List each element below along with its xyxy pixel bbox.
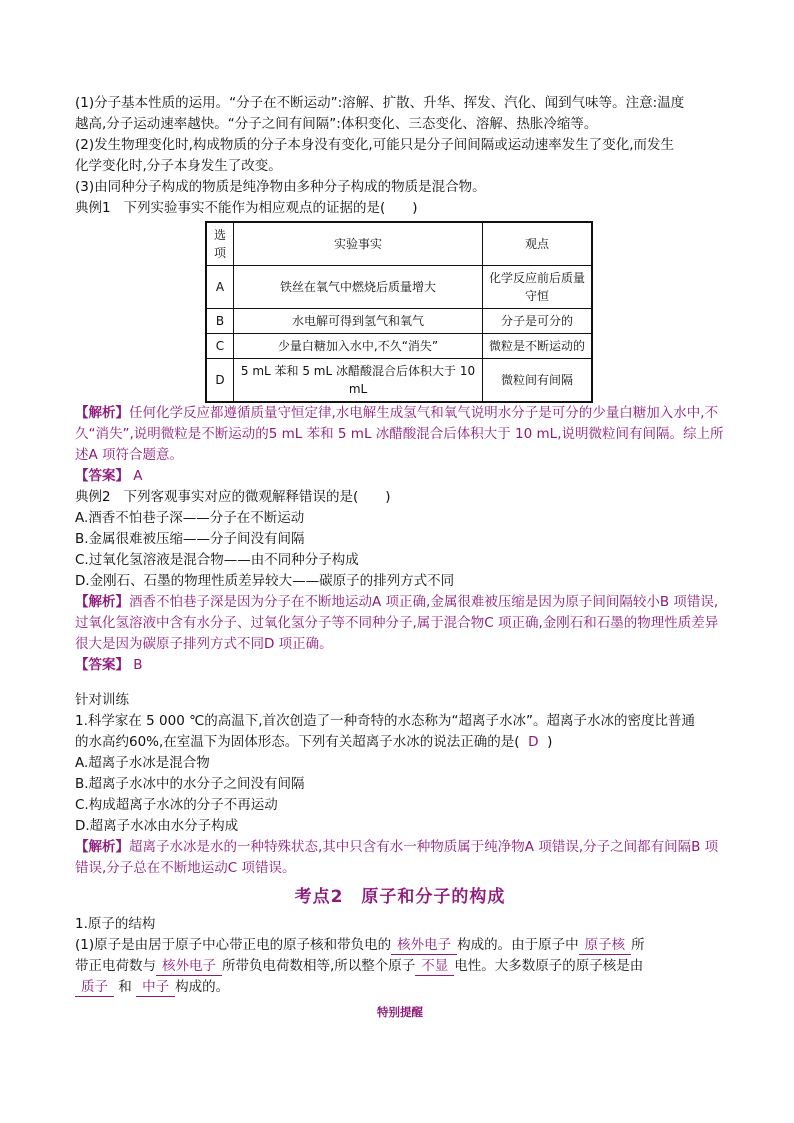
text-run: 带正电荷数与 — [75, 958, 156, 974]
example2-label-wrap — [75, 487, 111, 508]
intro-line-5: (3)由同种分子构成的物质是纯净物由多种分子构成的物质是混合物。 — [75, 179, 486, 195]
example2-label: 典例2 — [75, 489, 111, 505]
example2-question: 下列客观事实对应的微观解释错误的是( ) — [123, 489, 391, 505]
example2-analysis-text: 酒香不怕巷子深是因为分子在不断地运动A 项正确,金属很难被压缩是因为原子间间隔较小B 项错误,过氧化氢溶液中含有水分子、过氧化氢分子等不同种分子,属于混合物C 项正确,金刚石和石墨的物理性质差异很大是因为碳原子排列方式不同D 项正确。 — [75, 594, 719, 652]
example2-answer-value: B — [133, 657, 143, 673]
text-run: 电性。大多数原子的原子核是由 — [454, 958, 644, 974]
training-q1-answer: D — [528, 734, 539, 750]
fill-blank: 质子 — [75, 978, 114, 997]
analysis-label: 【解析】 — [75, 839, 129, 855]
text-run: 构成的。由于原子中 — [457, 937, 579, 953]
text-run: 所带负电荷数相等,所以整个原子 — [222, 958, 416, 974]
example1-question: 下列实验事实不能作为相应观点的证据的是( ) — [123, 200, 418, 216]
table-cell: 化学反应前后质量守恒 — [483, 266, 593, 309]
training-title: 针对训练 — [75, 692, 129, 708]
table-row — [206, 266, 592, 309]
table-cell: 分子是可分的 — [483, 309, 593, 334]
table-cell: 5 mL 苯和 5 mL 冰醋酸混合后体积大于 10 mL — [234, 359, 483, 403]
text-run: (1)原子是由居于原子中心带正电的原子核和带负电的 — [75, 937, 392, 953]
training-option-d: D.超离子水冰由水分子构成 — [75, 818, 239, 834]
table-cell: 微粒是不断运动的 — [483, 334, 593, 359]
table-cell: A — [206, 266, 234, 309]
training-analysis-text: 超离子水冰是水的一种特殊状态,其中只含有水一种物质属于纯净物A 项错误,分子之间都有间隔B 项错误,分子总在不断地运动C 项错误。 — [75, 839, 719, 876]
table-cell: 微粒间有间隔 — [483, 359, 593, 403]
training-q1-close: ) — [547, 734, 553, 750]
example1-question-line — [75, 198, 725, 219]
table-cell: B — [206, 309, 234, 334]
table-cell: C — [206, 334, 234, 359]
intro-line-1: (1)分子基本性质的运用。“分子在不断运动”:溶解、扩散、升华、挥发、汽化、闻到气味等。注意:温度 — [75, 95, 685, 111]
text-run: 构成的。 — [175, 979, 230, 995]
table-cell: 少量白糖加入水中,不久“消失” — [234, 334, 483, 359]
training-option-a: A.超离子水冰是混合物 — [75, 755, 210, 771]
example2-option-d: D.金刚石、石墨的物理性质差异较大——碳原子的排列方式不同 — [75, 573, 455, 589]
table-cell: D — [206, 359, 234, 403]
table-row — [206, 309, 592, 334]
table-cell: 水电解可得到氢气和氧气 — [234, 309, 483, 334]
special-note-label: 特别提醒 — [377, 1005, 423, 1019]
example2-analysis — [75, 592, 725, 655]
text-run: 所 — [631, 937, 645, 953]
experiment-table — [205, 221, 593, 403]
section-heading: 考点2 原子和分子的构成 — [294, 887, 506, 907]
section2-subtitle: 1.原子的结构 — [75, 916, 156, 932]
answer-label: 【答案】 — [75, 657, 129, 673]
example2-option-c: C.过氧化氢溶液是混合物——由不同种分子构成 — [75, 552, 359, 568]
text-run: 和 — [118, 979, 132, 995]
section2-para-line-3 — [75, 977, 725, 998]
table-row — [206, 334, 592, 359]
section2-para-line-1 — [75, 935, 725, 956]
training-q1-line-1: 1.科学家在 5 000 ℃的高温下,首次创造了一种奇特的水态称为“超离子水冰”。超离子水冰的密度比普通 — [75, 713, 696, 729]
table-header-option: 选项 — [206, 222, 234, 266]
example2-option-b: B.金属很难被压缩——分子间没有间隔 — [75, 531, 305, 547]
example1-analysis — [75, 403, 725, 466]
example1-answer-value: A — [133, 468, 143, 484]
example1-label: 典例1 — [75, 200, 111, 216]
table-header-view: 观点 — [483, 222, 593, 266]
training-q1-line-2 — [75, 732, 725, 753]
fill-blank: 不显 — [415, 957, 454, 976]
example2-option-a: A.酒香不怕巷子深——分子在不断运动 — [75, 510, 305, 526]
example2-answer — [75, 655, 725, 676]
training-q1-text: 的水高约60%,在室温下为固体形态。下列有关超离子水冰的说法正确的是( — [75, 734, 520, 750]
intro-line-4: 化学变化时,分子本身发生了改变。 — [75, 158, 282, 174]
spacer — [75, 676, 725, 690]
answer-label: 【答案】 — [75, 468, 129, 484]
training-option-b: B.超离子水冰中的水分子之间没有间隔 — [75, 776, 305, 792]
table-row — [206, 359, 592, 403]
example1-answer — [75, 466, 725, 487]
fill-blank: 中子 — [136, 978, 175, 997]
table-header-row — [206, 222, 592, 266]
fill-blank: 原子核 — [579, 936, 632, 955]
document-page — [75, 93, 725, 1023]
analysis-label: 【解析】 — [75, 594, 129, 610]
training-option-c: C.构成超离子水冰的分子不再运动 — [75, 797, 278, 813]
analysis-label: 【解析】 — [75, 405, 129, 421]
example1-analysis-text: 任何化学反应都遵循质量守恒定律,水电解生成氢气和氧气说明水分子是可分的少量白糖加入水中,不久“消失”,说明微粒是不断运动的5 mL 苯和 5 mL 冰醋酸混合后体积大于 10 mL,说明微粒间有间隔。综上所述A 项符合题意。 — [75, 405, 724, 463]
example2-question-line — [75, 487, 725, 508]
fill-blank: 核外电子 — [156, 957, 222, 976]
intro-line-3: (2)发生物理变化时,构成物质的分子本身没有变化,可能只是分子间间隔或运动速率发生了变化,而发生 — [75, 137, 674, 153]
example1-label-wrap — [75, 198, 111, 219]
fill-blank: 核外电子 — [391, 936, 457, 955]
table-cell: 铁丝在氧气中燃烧后质量增大 — [234, 266, 483, 309]
training-analysis — [75, 837, 725, 879]
table-header-fact: 实验事实 — [234, 222, 483, 266]
section2-para-line-2 — [75, 956, 725, 977]
intro-line-2: 越高,分子运动速率越快。“分子之间有间隔”:体积变化、三态变化、溶解、热胀冷缩等。 — [75, 116, 598, 132]
